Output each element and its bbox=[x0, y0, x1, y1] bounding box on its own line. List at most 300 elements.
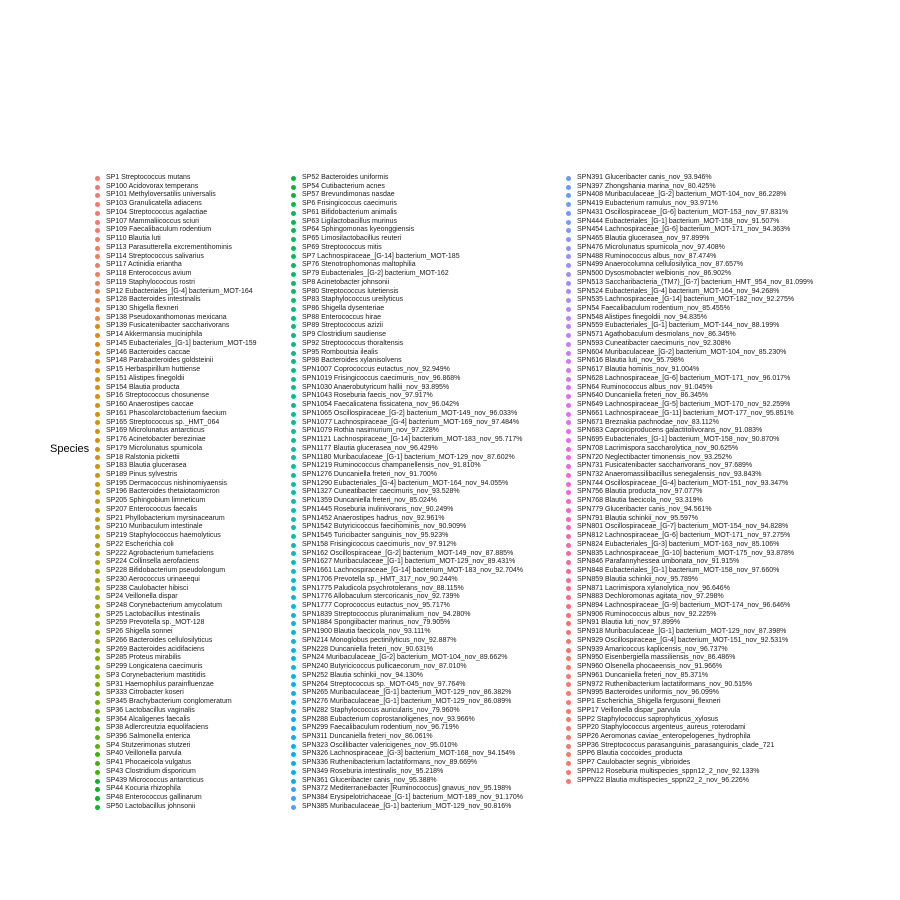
legend-label: SPN1180 Muribaculaceae_[G-1] bacterium_MOT-129_nov_87.602% bbox=[302, 453, 515, 461]
legend-item bbox=[566, 777, 813, 786]
legend-label: SPN1030 Anaerobutyricum hallii_nov_93.895% bbox=[302, 383, 450, 391]
legend-label: SPN454 Lachnospiraceae_[G-6] bacterium_MOT-171_nov_94.363% bbox=[577, 226, 791, 234]
legend-item bbox=[95, 515, 257, 524]
legend-key-dot bbox=[291, 307, 296, 312]
legend-key-dot bbox=[566, 735, 571, 740]
legend-label: SP146 Bacteroides caccae bbox=[106, 348, 191, 356]
legend-key-dot bbox=[291, 525, 296, 530]
legend-key-dot bbox=[291, 193, 296, 198]
legend-label: SPN397 Zhongshania marina_nov_80.425% bbox=[577, 182, 716, 190]
legend-label: SP345 Brachybacterium conglomeratum bbox=[106, 698, 232, 706]
legend-key-dot bbox=[566, 595, 571, 600]
legend-label: SP36 Lactobacillus vaginalis bbox=[106, 706, 195, 714]
legend-item bbox=[291, 707, 523, 716]
legend-key-dot bbox=[95, 613, 100, 618]
legend-item bbox=[95, 689, 257, 698]
legend-key-dot bbox=[291, 621, 296, 626]
legend-item bbox=[291, 602, 523, 611]
legend-item bbox=[291, 392, 523, 401]
legend-key-dot bbox=[566, 490, 571, 495]
legend-label: SPN311 Duncaniella freteri_nov_86.061% bbox=[302, 733, 433, 740]
legend-key-dot bbox=[95, 691, 100, 696]
legend-label: SP92 Streptococcus thoraltensis bbox=[302, 339, 404, 347]
legend-key-dot bbox=[566, 499, 571, 504]
legend-key-dot bbox=[95, 508, 100, 513]
legend-item bbox=[566, 506, 813, 515]
legend-label: SPN848 Eubacteriales_[G-1] bacterium_MOT-158_nov_97.660% bbox=[577, 567, 780, 575]
legend-key-dot bbox=[291, 796, 296, 801]
legend-label: SPN1884 Spongiibacter marinus_nov_79.905% bbox=[302, 619, 451, 627]
legend-label: SPN465 Blautia glucerasea_nov_97.899% bbox=[577, 235, 710, 243]
legend-key-dot bbox=[291, 569, 296, 574]
legend-item bbox=[566, 654, 813, 663]
legend-label: SPN871 Lacrimispora xylanolytica_nov_96.646% bbox=[577, 584, 730, 592]
legend-key-dot bbox=[291, 289, 296, 294]
legend-item bbox=[95, 611, 257, 620]
legend-label: SPP17 Veillonella dispar_parvula bbox=[577, 706, 681, 714]
legend-key-dot bbox=[95, 237, 100, 242]
legend-label: SPN1177 Blautia glucerasea_nov_96.429% bbox=[302, 444, 438, 452]
legend-item bbox=[566, 611, 813, 620]
legend-key-dot bbox=[291, 359, 296, 364]
legend-key-dot bbox=[95, 726, 100, 731]
legend-label: SP169 Microlunatus antarcticus bbox=[106, 427, 205, 435]
legend-item bbox=[566, 515, 813, 524]
legend-label: SPN24 Muribaculaceae_[G-2] bacterium_MOT-104_nov_89.662% bbox=[302, 654, 508, 662]
legend-label: SPN960 Olsenella phocaeensis_nov_91.966% bbox=[577, 663, 723, 671]
legend-key-dot bbox=[291, 770, 296, 775]
legend-label: SPN264 Streptococcus sp._MOT-045_nov_97.764% bbox=[302, 680, 466, 688]
legend-item bbox=[566, 750, 813, 759]
legend-label: SPN391 Gluceribacter canis_nov_93.946% bbox=[577, 174, 712, 181]
legend-key-dot bbox=[566, 438, 571, 443]
legend-key-dot bbox=[95, 420, 100, 425]
legend-label: SPN617 Blautia hominis_nov_91.004% bbox=[577, 366, 700, 374]
legend-item bbox=[566, 471, 813, 480]
legend-label: SP63 Ligilactobacillus murinus bbox=[302, 217, 397, 225]
legend-label: SP52 Bacteroides uniformis bbox=[302, 174, 389, 181]
legend-item bbox=[566, 209, 813, 218]
legend-key-dot bbox=[95, 674, 100, 679]
legend-item bbox=[566, 672, 813, 681]
legend-label: SPN488 Ruminococcus albus_nov_87.474% bbox=[577, 252, 717, 260]
legend-item bbox=[566, 288, 813, 297]
legend-item bbox=[291, 593, 523, 602]
legend-key-dot bbox=[566, 726, 571, 731]
legend-key-dot bbox=[95, 796, 100, 801]
legend-key-dot bbox=[566, 717, 571, 722]
legend-item bbox=[566, 497, 813, 506]
legend-key-dot bbox=[566, 385, 571, 390]
legend-label: SPN559 Eubacteriales_[G-1] bacterium_MOT-144_nov_88.199% bbox=[577, 322, 780, 330]
legend-item bbox=[95, 349, 257, 358]
legend-item bbox=[95, 532, 257, 541]
legend-item bbox=[566, 707, 813, 716]
legend-key-dot bbox=[566, 429, 571, 434]
legend-label: SP24 Veillonella dispar bbox=[106, 593, 178, 601]
legend-label: SPN500 Dysosmobacter welbionis_nov_86.902% bbox=[577, 270, 732, 278]
legend-label: SPN835 Lachnospiraceae_[G-10] bacterium_MOT-175_nov_93.878% bbox=[577, 549, 795, 557]
legend-key-dot bbox=[291, 630, 296, 635]
legend-label: SPN1359 Duncaniella freteri_nov_85.024% bbox=[302, 497, 438, 505]
legend-label: SP118 Enterococcus avium bbox=[106, 270, 192, 278]
legend-label: SP145 Eubacteriales_[G-1] bacterium_MOT-159 bbox=[106, 339, 257, 347]
legend-key-dot bbox=[291, 560, 296, 565]
legend-key-dot bbox=[291, 202, 296, 207]
legend-label: SPN791 Blautia schinkii_nov_95.597% bbox=[577, 514, 699, 522]
legend-item bbox=[566, 331, 813, 340]
legend-key-dot bbox=[291, 691, 296, 696]
legend-key-dot bbox=[566, 185, 571, 190]
legend-item bbox=[95, 803, 257, 812]
legend-item bbox=[566, 462, 813, 471]
legend-label: SPP20 Staphylococcus argenteus_aureus_roterodami bbox=[577, 724, 746, 732]
legend-label: SP76 Stenotrophomonas maltophilia bbox=[302, 261, 416, 269]
legend-label: SP83 Staphylococcus ureilyticus bbox=[302, 296, 404, 304]
legend-key-dot bbox=[95, 779, 100, 784]
legend-label: SPN604 Muribaculaceae_[G-2] bacterium_MOT-104_nov_85.230% bbox=[577, 348, 787, 356]
legend-key-dot bbox=[566, 263, 571, 268]
legend-label: SP54 Cutibacterium acnes bbox=[302, 182, 385, 190]
legend-item bbox=[291, 637, 523, 646]
legend-key-dot bbox=[566, 237, 571, 242]
legend-key-dot bbox=[291, 254, 296, 259]
legend-label: SPN158 Frisingicoccus caecimuris_nov_97.912% bbox=[302, 540, 457, 548]
legend-key-dot bbox=[291, 342, 296, 347]
legend-item bbox=[291, 724, 523, 733]
legend-label: SPP36 Streptococcus parasanguinis_parasanguinis_clade_721 bbox=[577, 741, 775, 749]
legend-item bbox=[95, 768, 257, 777]
legend-label: SP15 Herbaspirillum huttiense bbox=[106, 366, 201, 374]
legend-key-dot bbox=[291, 490, 296, 495]
legend-key-dot bbox=[291, 176, 296, 181]
legend-label: SP228 Bifidobacterium pseudolongum bbox=[106, 567, 226, 575]
legend-item bbox=[291, 480, 523, 489]
legend-item bbox=[291, 253, 523, 262]
legend-label: SPN444 Eubacteriales_[G-1] bacterium_MOT-158_nov_91.507% bbox=[577, 217, 780, 225]
legend-label: SP86 Shigella dysenteriae bbox=[302, 305, 385, 313]
legend-key-dot bbox=[566, 517, 571, 522]
legend-item bbox=[291, 279, 523, 288]
legend-item bbox=[291, 244, 523, 253]
legend-key-dot bbox=[95, 586, 100, 591]
legend-label: SP50 Lactobacillus johnsonii bbox=[106, 802, 196, 810]
legend-item bbox=[291, 794, 523, 803]
legend-key-dot bbox=[566, 630, 571, 635]
legend-label: SP230 Aerococcus urinaeequi bbox=[106, 575, 200, 583]
legend-item bbox=[291, 567, 523, 576]
legend-item bbox=[95, 410, 257, 419]
legend-item bbox=[291, 322, 523, 331]
legend-key-dot bbox=[566, 368, 571, 373]
legend-key-dot bbox=[95, 272, 100, 277]
legend-item bbox=[95, 384, 257, 393]
legend-label: SPN1542 Butyricicoccus faecihominis_nov_90.909% bbox=[302, 523, 467, 531]
legend-label: SPN54 Faecalibaculum rodentium_nov_85.455% bbox=[577, 305, 730, 313]
legend-item bbox=[291, 331, 523, 340]
legend-item bbox=[95, 785, 257, 794]
legend-item bbox=[95, 480, 257, 489]
legend-key-dot bbox=[291, 185, 296, 190]
legend-key-dot bbox=[291, 787, 296, 792]
legend-key-dot bbox=[566, 193, 571, 198]
legend-label: SPN801 Oscillospiraceae_[G-7] bacterium_MOT-154_nov_94.828% bbox=[577, 523, 789, 531]
legend-label: SPN571 Agathobaculum desmolans_nov_86.345% bbox=[577, 331, 736, 339]
legend-label: SPN228 Duncaniella freteri_nov_90.631% bbox=[302, 645, 434, 653]
legend-item bbox=[566, 401, 813, 410]
legend-label: SPN384 Erysipelotrichaceae_[G-1] bacterium_MOT-189_nov_91.170% bbox=[302, 794, 524, 802]
legend-key-dot bbox=[95, 761, 100, 766]
legend-key-dot bbox=[95, 595, 100, 600]
legend-key-dot bbox=[95, 551, 100, 556]
legend-label: SP165 Streptococcus sp._HMT_064 bbox=[106, 418, 220, 426]
legend-key-dot bbox=[95, 682, 100, 687]
legend-key-dot bbox=[566, 289, 571, 294]
legend-key-dot bbox=[95, 482, 100, 487]
legend-label: SPN939 Amaricoccus kaplicensis_nov_96.737% bbox=[577, 645, 728, 653]
legend-item bbox=[95, 445, 257, 454]
legend-key-dot bbox=[566, 281, 571, 286]
legend-label: SPN1077 Lachnospiraceae_[G-4] bacterium_MOT-169_nov_97.484% bbox=[302, 418, 520, 426]
legend-item bbox=[95, 593, 257, 602]
legend-key-dot bbox=[291, 805, 296, 810]
legend-item bbox=[291, 436, 523, 445]
legend-label: SP285 Proteus mirabilis bbox=[106, 654, 181, 662]
legend-item bbox=[291, 235, 523, 244]
legend-key-dot bbox=[95, 464, 100, 469]
legend-item bbox=[95, 567, 257, 576]
legend-item bbox=[291, 628, 523, 637]
legend-item bbox=[566, 733, 813, 742]
legend-key-dot bbox=[95, 351, 100, 356]
legend-label: SP151 Alistipes finegoldii bbox=[106, 374, 185, 382]
legend-label: SPN1043 Roseburia faecis_nov_97.917% bbox=[302, 392, 433, 400]
legend-item bbox=[95, 541, 257, 550]
legend-key-dot bbox=[566, 324, 571, 329]
legend-item bbox=[291, 506, 523, 515]
legend-item bbox=[566, 314, 813, 323]
legend-label: SPN326 Lachnospiraceae_[G-3] bacterium_MOT-168_nov_94.154% bbox=[302, 750, 516, 758]
legend-item bbox=[566, 523, 813, 532]
legend-key-dot bbox=[566, 543, 571, 548]
legend-key-dot bbox=[566, 682, 571, 687]
legend-key-dot bbox=[95, 438, 100, 443]
legend-item bbox=[566, 558, 813, 567]
legend-label: SPN1219 Ruminococcus champanellensis_nov_91.810% bbox=[302, 462, 481, 470]
legend-item bbox=[566, 279, 813, 288]
legend-label: SPN649 Lachnospiraceae_[G-5] bacterium_MOT-170_nov_92.259% bbox=[577, 401, 791, 409]
legend-label: SPN593 Cuneatibacter caecimuris_nov_92.308% bbox=[577, 339, 731, 347]
legend-label: SP4 Stutzerimonas stutzeri bbox=[106, 741, 191, 749]
legend-label: SPN1777 Coprococcus eutactus_nov_95.717% bbox=[302, 601, 450, 609]
legend-item bbox=[291, 288, 523, 297]
legend-item bbox=[95, 200, 257, 209]
legend-key-dot bbox=[566, 578, 571, 583]
legend-label: SPN361 Gluceribacter canis_nov_95.388% bbox=[302, 776, 437, 784]
legend-column-2 bbox=[291, 174, 523, 812]
legend-key-dot bbox=[95, 202, 100, 207]
legend-label: SP210 Muribaculum intestinale bbox=[106, 523, 203, 531]
legend-item bbox=[566, 480, 813, 489]
legend-key-dot bbox=[566, 534, 571, 539]
legend-label: SPN1121 Lachnospiraceae_[G-14] bacterium_MOT-183_nov_95.717% bbox=[302, 436, 523, 444]
legend-label: SPP1 Escherichia_Shigella fergusonii_flexneri bbox=[577, 698, 721, 706]
legend-label: SPN1839 Streptococcus pluranimalium_nov_94.280% bbox=[302, 610, 471, 618]
legend-label: SPN640 Duncaniella freteri_nov_86.345% bbox=[577, 392, 709, 400]
legend-key-dot bbox=[566, 709, 571, 714]
legend-label: SPN744 Oscillospiraceae_[G-4] bacterium_MOT-151_nov_93.347% bbox=[577, 479, 789, 487]
legend-label: SPN1452 Anaerostipes hadrus_nov_92.961% bbox=[302, 514, 445, 522]
legend-key-dot bbox=[95, 455, 100, 460]
legend-item bbox=[95, 523, 257, 532]
legend-item bbox=[95, 244, 257, 253]
legend-key-dot bbox=[291, 368, 296, 373]
legend-key-dot bbox=[291, 228, 296, 233]
legend-key-dot bbox=[566, 228, 571, 233]
legend-item bbox=[95, 681, 257, 690]
legend-key-dot bbox=[566, 639, 571, 644]
legend-key-dot bbox=[95, 307, 100, 312]
legend-label: SP38 Adlercreutzia equolifaciens bbox=[106, 724, 209, 732]
legend-key-dot bbox=[291, 272, 296, 277]
legend-label: SP80 Streptococcus lutetiensis bbox=[302, 287, 399, 295]
legend-item bbox=[566, 410, 813, 419]
legend-label: SP107 Mammaliicoccus sciuri bbox=[106, 217, 199, 225]
legend-label: SP130 Shigella flexneri bbox=[106, 305, 179, 313]
legend-label: SP266 Bacteroides cellulosilyticus bbox=[106, 636, 213, 644]
legend-label: SPN961 Duncaniella freteri_nov_85.371% bbox=[577, 671, 709, 679]
legend-item bbox=[566, 768, 813, 777]
legend-item bbox=[95, 305, 257, 314]
legend-item bbox=[566, 576, 813, 585]
legend-label: SP12 Eubacteriales_[G-4] bacterium_MOT-164 bbox=[106, 287, 253, 295]
legend-key-dot bbox=[291, 674, 296, 679]
legend-label: SP195 Dermacoccus nishinomiyaensis bbox=[106, 479, 227, 487]
legend-label: SPN1775 Paludicola psychrotolerans_nov_88.115% bbox=[302, 584, 464, 592]
legend-label: SPN1327 Cuneatibacter caecimuris_nov_93.528% bbox=[302, 488, 460, 496]
legend-key-dot bbox=[566, 761, 571, 766]
legend-label: SP31 Haemophilus parainfluenzae bbox=[106, 680, 214, 688]
legend-item bbox=[95, 654, 257, 663]
legend-key-dot bbox=[291, 639, 296, 644]
legend-key-dot bbox=[566, 377, 571, 382]
legend-key-dot bbox=[291, 246, 296, 251]
legend-item bbox=[95, 497, 257, 506]
legend-item bbox=[291, 261, 523, 270]
legend-key-dot bbox=[95, 254, 100, 259]
legend-item bbox=[566, 567, 813, 576]
legend-label: SP25 Lactobacillus intestinalis bbox=[106, 610, 201, 618]
legend-label: SPN918 Muribaculaceae_[G-1] bacterium_MOT-129_nov_87.398% bbox=[577, 628, 787, 636]
legend-label: SP6 Frisingicoccus caecimuris bbox=[302, 200, 397, 208]
legend-label: SP119 Staphylococcus rostri bbox=[106, 278, 195, 286]
legend-label: SPN240 Butyricicoccus pullicaecorum_nov_87.010% bbox=[302, 663, 467, 671]
legend-key-dot bbox=[291, 385, 296, 390]
legend-item bbox=[566, 226, 813, 235]
legend-key-dot bbox=[566, 691, 571, 696]
legend-key-dot bbox=[291, 595, 296, 600]
legend-key-dot bbox=[95, 246, 100, 251]
legend-key-dot bbox=[566, 525, 571, 530]
legend-key-dot bbox=[291, 499, 296, 504]
legend-label: SP100 Acidovorax temperans bbox=[106, 182, 199, 190]
legend-label: SP22 Escherichia coli bbox=[106, 540, 174, 548]
legend-label: SPN661 Lachnospiraceae_[G-11] bacterium_MOT-177_nov_95.851% bbox=[577, 409, 794, 417]
legend-item bbox=[291, 733, 523, 742]
legend-item bbox=[95, 759, 257, 768]
legend-label: SP89 Streptococcus azizii bbox=[302, 322, 383, 330]
legend-label: SPN812 Lachnospiraceae_[G-6] bacterium_MOT-171_nov_97.275% bbox=[577, 532, 791, 540]
legend-key-dot bbox=[566, 246, 571, 251]
legend-item bbox=[566, 183, 813, 192]
legend-key-dot bbox=[566, 508, 571, 513]
legend-label: SPPN12 Roseburia multispecies_sppn12_2_nov_92.133% bbox=[577, 767, 760, 775]
legend-label: SP222 Agrobacterium tumefaciens bbox=[106, 549, 214, 557]
legend-key-dot bbox=[566, 604, 571, 609]
legend-label: SP101 Methyloversatilis universalis bbox=[106, 191, 216, 199]
legend-label: SP64 Sphingomonas kyeonggiensis bbox=[302, 226, 415, 234]
legend-item bbox=[95, 209, 257, 218]
legend-label: SP7 Lachnospiraceae_[G-14] bacterium_MOT-185 bbox=[302, 252, 460, 260]
legend-key-dot bbox=[95, 499, 100, 504]
legend-item bbox=[95, 340, 257, 349]
legend-item bbox=[95, 550, 257, 559]
legend-key-dot bbox=[95, 324, 100, 329]
legend-item bbox=[95, 637, 257, 646]
legend-label: SPN349 Roseburia intestinalis_nov_95.218% bbox=[302, 767, 444, 775]
legend-item bbox=[95, 707, 257, 716]
legend-key-dot bbox=[95, 176, 100, 181]
legend-key-dot bbox=[95, 709, 100, 714]
legend-item bbox=[566, 689, 813, 698]
legend-key-dot bbox=[95, 333, 100, 338]
legend-item bbox=[95, 628, 257, 637]
legend-item bbox=[291, 550, 523, 559]
legend-item bbox=[566, 698, 813, 707]
legend-label: SP333 Citrobacter koseri bbox=[106, 689, 184, 697]
legend-item bbox=[291, 558, 523, 567]
legend-label: SPN929 Oscillospiraceae_[G-4] bacterium_MOT-151_nov_92.531% bbox=[577, 636, 789, 644]
legend-item bbox=[95, 454, 257, 463]
legend-key-dot bbox=[291, 682, 296, 687]
legend-item bbox=[566, 550, 813, 559]
legend-item bbox=[291, 471, 523, 480]
legend-item bbox=[95, 672, 257, 681]
legend-item bbox=[566, 261, 813, 270]
legend-label: SPN1290 Eubacteriales_[G-4] bacterium_MOT-164_nov_94.055% bbox=[302, 479, 509, 487]
legend-item bbox=[95, 585, 257, 594]
legend-item bbox=[291, 515, 523, 524]
legend-item bbox=[291, 759, 523, 768]
legend-column-1 bbox=[95, 174, 257, 812]
legend-item bbox=[566, 742, 813, 751]
legend-label: SPN1545 Turicibacter sanguinis_nov_95.923% bbox=[302, 532, 449, 540]
legend-label: SPN883 Dechloromonas agitata_nov_97.298% bbox=[577, 593, 724, 601]
legend-item bbox=[95, 742, 257, 751]
legend-key-dot bbox=[95, 377, 100, 382]
legend-item bbox=[95, 427, 257, 436]
legend-key-dot bbox=[95, 359, 100, 364]
legend-item bbox=[566, 724, 813, 733]
legend-label: SPN476 Microlunatus spumicola_nov_97.408% bbox=[577, 243, 725, 251]
legend-item bbox=[291, 672, 523, 681]
legend-item bbox=[566, 392, 813, 401]
legend-key-dot bbox=[95, 368, 100, 373]
legend-column-3 bbox=[566, 174, 813, 785]
legend-key-dot bbox=[95, 412, 100, 417]
legend-key-dot bbox=[95, 517, 100, 522]
legend-label: SP40 Veillonella parvula bbox=[106, 750, 182, 758]
